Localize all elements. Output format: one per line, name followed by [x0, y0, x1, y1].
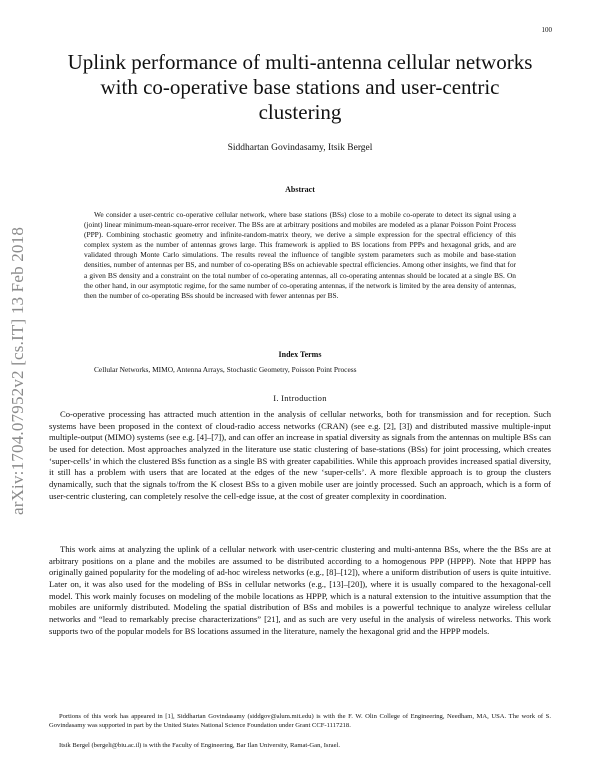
arxiv-stamp-text: arXiv:1704.07952v2 [cs.IT] 13 Feb 2018 — [8, 226, 27, 515]
arxiv-stamp — [8, 183, 28, 558]
abstract-heading: Abstract — [285, 185, 315, 194]
body-paragraph: Co-operative processing has attracted much attention in the analysis of cellular networks, both for transmission and for reception. Such systems have been proposed in the context of cloud-radio access networks (CRAN) (see e.g. [2], [3]) and distributed massive multiple-input multiple-output (MIMO) systems (see e.g. [4]–[7]), and can offer an increase in spatial diversity as signals from the antennas on multiple BSs can be used for detection. Most approaches analyzed in the literature use static clustering of base-stations (BSs) for joint processing, which creates ‘super-cells’ in which the clustered BSs function as a single BS with greater capabilities. While this approach provides increased spatial diversity, it still has a problem with users that are located at the edges of the new ‘super-cells’. A more flexible approach is to group the clusters dynamically, such that the signals to/from the K closest BSs to a given mobile user are jointly processed. Such an approach, which is a form of user-centric clustering, can completely resolve the cell-edge issue, at the cost of greater complexity in coordination. — [49, 409, 551, 501]
body-paragraph: This work aims at analyzing the uplink of a cellular network with user-centric clustering and multi-antenna BSs, where the the BSs are at arbitrary positions on a plane and the mobiles are assumed to be distributed according to a homogenous PPP (HPPP). Note that HPPP has originally gained popularity for the modeling of ad-hoc wireless networks (e.g., [8]–[12]), where a uniform distribution of users is quite intuitive. Later on, it was also used for the modeling of BSs in cellular networks (e.g., [13]–[20]), where it is usually compared to the hexagonal-cell model. This work mainly focuses on modeling of the mobile locations as HPPP, which is a natural extension to the intuitive assumption that the mobiles are uniformly distributed. Modeling the spatial distribution of BSs and mobiles is a powerful technique to analyze wireless cellular networks and “lead to remarkably precise characterizations” [21], and as such are very useful in the analysis of wireless networks. This work supports two of the popular models for BS locations assumed in the literature, namely the hexagonal grid and the HPPP models. — [49, 544, 551, 636]
footnote: Itsik Bergel (bergeli@biu.ac.il) is with the Faculty of Engineering, Bar Ilan University, Ramat-Gan, Israel. — [59, 742, 340, 749]
index-terms-heading: Index Terms — [278, 350, 322, 359]
page-number: 100 — [541, 26, 552, 34]
authors: Siddhartan Govindasamy, Itsik Bergel — [227, 143, 373, 153]
abstract-text: We consider a user-centric co-operative cellular network, where base stations (BSs) close to a mobile co-operate to detect its signal using a (joint) linear minimum-mean-square-error receiver. The BSs are at arbitrary positions and mobiles are modeled as a planar Poisson Point Process (PPP). Combining stochastic geometry and infinite-random-matrix theory, we derive a simple expression for the spectral efficiency of this complex system as the number of antennas grows large. This framework is applied to BS locations from PPPs and hexagonal grids, and are validated through Monte Carlo simulations. The results reveal the influence of tangible system parameters such as mobile and base-station densities, number of antennas per BS, and number of co-operating BSs on achievable spectral efficiencies. Among other insights, we find that for a given BS density and a constraint on the total number of co-operating antennas, all co-operating antennas should be located at a single BS. On the other hand, in our asymptotic regime, for the same number of co-operating antennas, if the network is limited by the area density of antennas, then the number of co-operating BSs should be increased with fewer antennas per BS. — [84, 210, 516, 300]
section-heading: I. Introduction — [273, 393, 327, 403]
footnote: Portions of this work has appeared in [1], Siddhartan Govindasamy (siddgov@alum.mit.edu) is with the F. W. Olin College of Engineering, Needham, MA, USA. The work of S. Govindasamy was supported in part by the United States National Science Foundation under Grant CCF-1117218. — [49, 713, 551, 729]
paper-title: Uplink performance of multi-antenna cellular networks with co-operative base stations and user-centric clustering — [67, 50, 533, 124]
index-terms-text: Cellular Networks, MIMO, Antenna Arrays, Stochastic Geometry, Poisson Point Process — [94, 365, 357, 374]
